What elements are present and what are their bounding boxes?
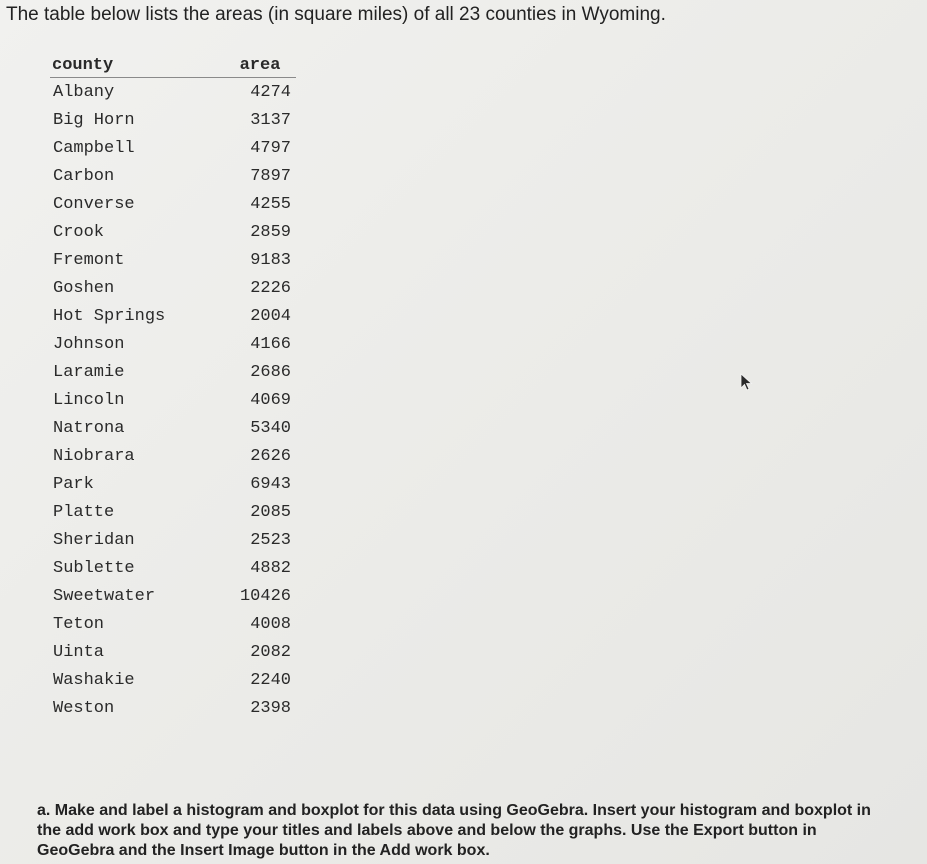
county-cell: Natrona: [53, 418, 125, 438]
county-cell: Lincoln: [53, 390, 125, 410]
table-row: [50, 386, 296, 414]
county-cell: Niobrara: [53, 446, 135, 466]
county-cell: Goshen: [53, 278, 115, 298]
area-cell: 2626: [250, 446, 291, 466]
county-cell: Washakie: [53, 670, 135, 690]
table-row: [50, 638, 296, 666]
area-cell: 2240: [250, 670, 291, 690]
area-cell: 2004: [250, 306, 291, 326]
intro-text: The table below lists the areas (in square miles) of all 23 counties in Wyoming.: [6, 4, 666, 25]
area-cell: 4274: [250, 82, 291, 102]
table-row: [50, 666, 296, 694]
table-header-row: [50, 54, 296, 78]
county-cell: Albany: [53, 82, 115, 102]
county-cell: Sheridan: [53, 530, 135, 550]
table-row: [50, 358, 296, 386]
county-cell: Crook: [53, 222, 105, 242]
table-row: [50, 582, 296, 610]
county-cell: Fremont: [53, 250, 125, 270]
table-row: [50, 470, 296, 498]
area-cell: 3137: [250, 110, 291, 130]
county-cell: Teton: [53, 614, 105, 634]
county-cell: Big Horn: [53, 110, 135, 130]
table-row: [50, 414, 296, 442]
table-row: [50, 610, 296, 638]
table-row: [50, 246, 296, 274]
mouse-pointer-icon: [739, 373, 753, 391]
table-row: [50, 526, 296, 554]
area-cell: 2859: [250, 222, 291, 242]
table-row: [50, 106, 296, 134]
table-row: [50, 694, 296, 722]
county-cell: Converse: [53, 194, 135, 214]
area-column-header: area: [222, 54, 296, 78]
county-cell: Campbell: [53, 138, 135, 158]
county-cell: Uinta: [53, 642, 105, 662]
county-cell: Sweetwater: [53, 586, 156, 606]
table-row: [50, 498, 296, 526]
county-cell: Laramie: [53, 362, 125, 382]
area-cell: 2085: [250, 502, 291, 522]
county-cell: Sublette: [53, 558, 135, 578]
area-cell: 2523: [250, 530, 291, 550]
area-cell: 2686: [250, 362, 291, 382]
county-cell: Carbon: [53, 166, 115, 186]
table-row: [50, 218, 296, 246]
county-cell: Hot Springs: [53, 306, 166, 326]
table-row: [50, 274, 296, 302]
table-row: [50, 442, 296, 470]
area-cell: 4255: [250, 194, 291, 214]
area-cell: 7897: [250, 166, 291, 186]
county-area-table: [50, 54, 296, 722]
county-cell: Johnson: [53, 334, 125, 354]
county-column-header: county: [50, 54, 222, 78]
area-cell: 4069: [250, 390, 291, 410]
area-cell: 10426: [239, 586, 291, 606]
county-cell: Platte: [53, 502, 115, 522]
table-row: [50, 134, 296, 162]
area-cell: 9183: [250, 250, 291, 270]
table-row: [50, 190, 296, 218]
area-cell: 2082: [250, 642, 291, 662]
area-cell: 2398: [250, 698, 291, 718]
table-body: [50, 78, 296, 723]
table-row: [50, 554, 296, 582]
table-row: [50, 330, 296, 358]
county-cell: Park: [53, 474, 94, 494]
area-cell: 4166: [250, 334, 291, 354]
table-row: [50, 302, 296, 330]
area-cell: 6943: [250, 474, 291, 494]
area-cell: 5340: [250, 418, 291, 438]
table-row: [50, 162, 296, 190]
area-cell: 4797: [250, 138, 291, 158]
area-cell: 4882: [250, 558, 291, 578]
area-cell: 4008: [250, 614, 291, 634]
area-cell: 2226: [250, 278, 291, 298]
table-row: [50, 78, 296, 107]
instructions-text: a. Make and label a histogram and boxplot for this data using GeoGebra. Insert your histogram and boxplot in the add work box and type your titles and labels above and below the graphs. Use the Export button in GeoGebra and the Insert Image button in the Add work box.: [37, 802, 871, 859]
county-cell: Weston: [53, 698, 115, 718]
